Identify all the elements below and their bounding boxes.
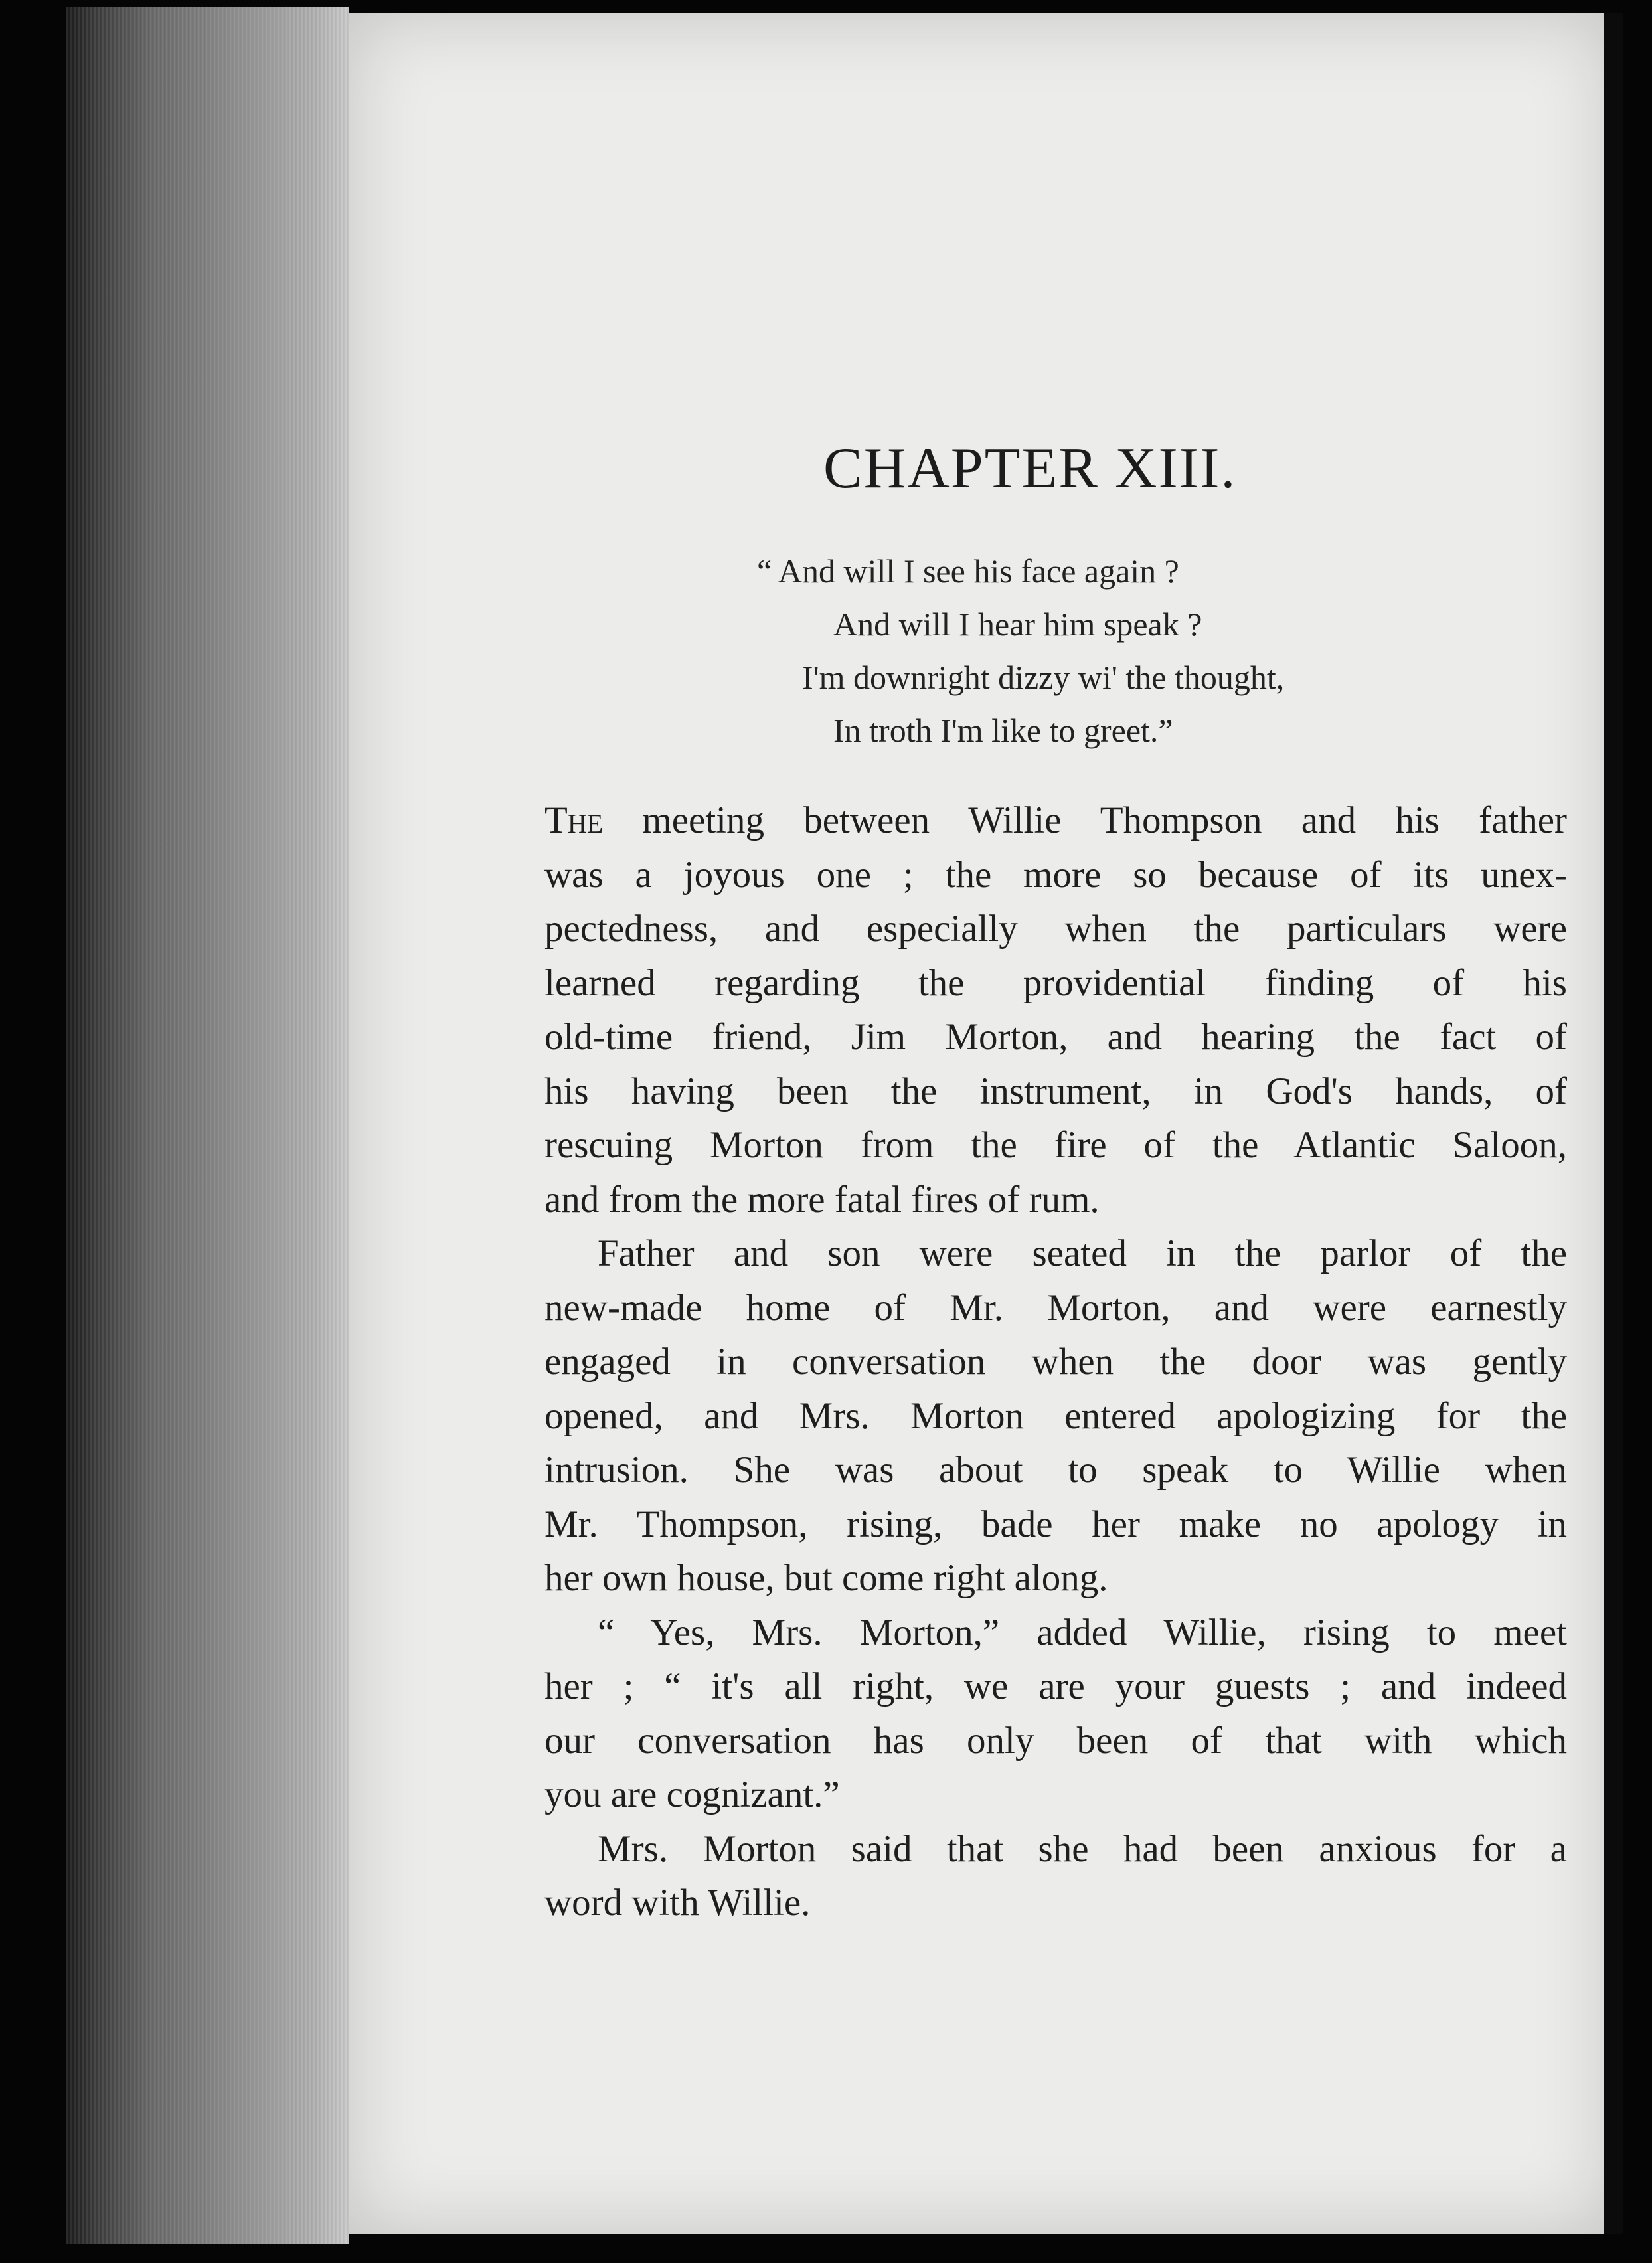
body-line-8: and from the more fatal fires of rum. <box>544 1178 1100 1220</box>
facing-page-shadow <box>1604 13 1623 2234</box>
book-page-edges <box>66 7 349 2244</box>
epigraph-line-1: “ And will I see his face again ? <box>757 552 1179 590</box>
body-line-15: her own house, but come right along. <box>544 1557 1108 1599</box>
body-line-5: old-time friend, Jim Morton, and hearing the fact of <box>544 1016 1567 1058</box>
epigraph-line-4: In troth I'm like to greet.” <box>833 712 1173 749</box>
body-line-6: his having been the instrument, in God's hands, of <box>544 1070 1567 1112</box>
body-line-11: engaged in conversation when the door was gently <box>544 1341 1567 1383</box>
body-line-14: Mr. Thompson, rising, bade her make no apology in <box>544 1503 1567 1545</box>
opening-word: The <box>544 799 604 841</box>
epigraph <box>757 545 1284 757</box>
body-line-1 <box>544 794 1567 848</box>
body-line-19: you are cognizant.” <box>544 1774 840 1815</box>
chapter-title: CHAPTER XIII. <box>823 436 1237 501</box>
body-line-18: our conversation has only been of that with which <box>544 1719 1567 1762</box>
epigraph-line-3: I'm downright dizzy wi' the thought, <box>802 659 1285 696</box>
body-line-9: Father and son were seated in the parlor of the <box>598 1232 1567 1274</box>
body-line-13: intrusion. She was about to speak to Willie when <box>544 1449 1567 1491</box>
epigraph-line-2: And will I hear him speak ? <box>833 606 1202 643</box>
body-line-20: Mrs. Morton said that she had been anxious for a <box>598 1827 1567 1870</box>
body-line-17: her ; “ it's all right, we are your guests ; and indeed <box>544 1665 1567 1707</box>
body-line-3: pectedness, and especially when the particulars were <box>544 908 1567 950</box>
body-line-21: word with Willie. <box>544 1882 811 1924</box>
body-line-4: learned regarding the providential finding of his <box>544 962 1567 1004</box>
body-line-1-text: meeting between Willie Thompson and his father <box>603 799 1567 841</box>
body-line-7: rescuing Morton from the fire of the Atlantic Saloon, <box>544 1124 1567 1166</box>
body-line-12: opened, and Mrs. Morton entered apologizing for the <box>544 1394 1567 1437</box>
body-line-10: new-made home of Mr. Morton, and were earnestly <box>544 1286 1567 1329</box>
body-line-2: was a joyous one ; the more so because of its unex- <box>544 853 1567 896</box>
body-line-16: “ Yes, Mrs. Morton,” added Willie, rising to meet <box>598 1611 1567 1653</box>
chapter-body <box>544 794 1567 1930</box>
